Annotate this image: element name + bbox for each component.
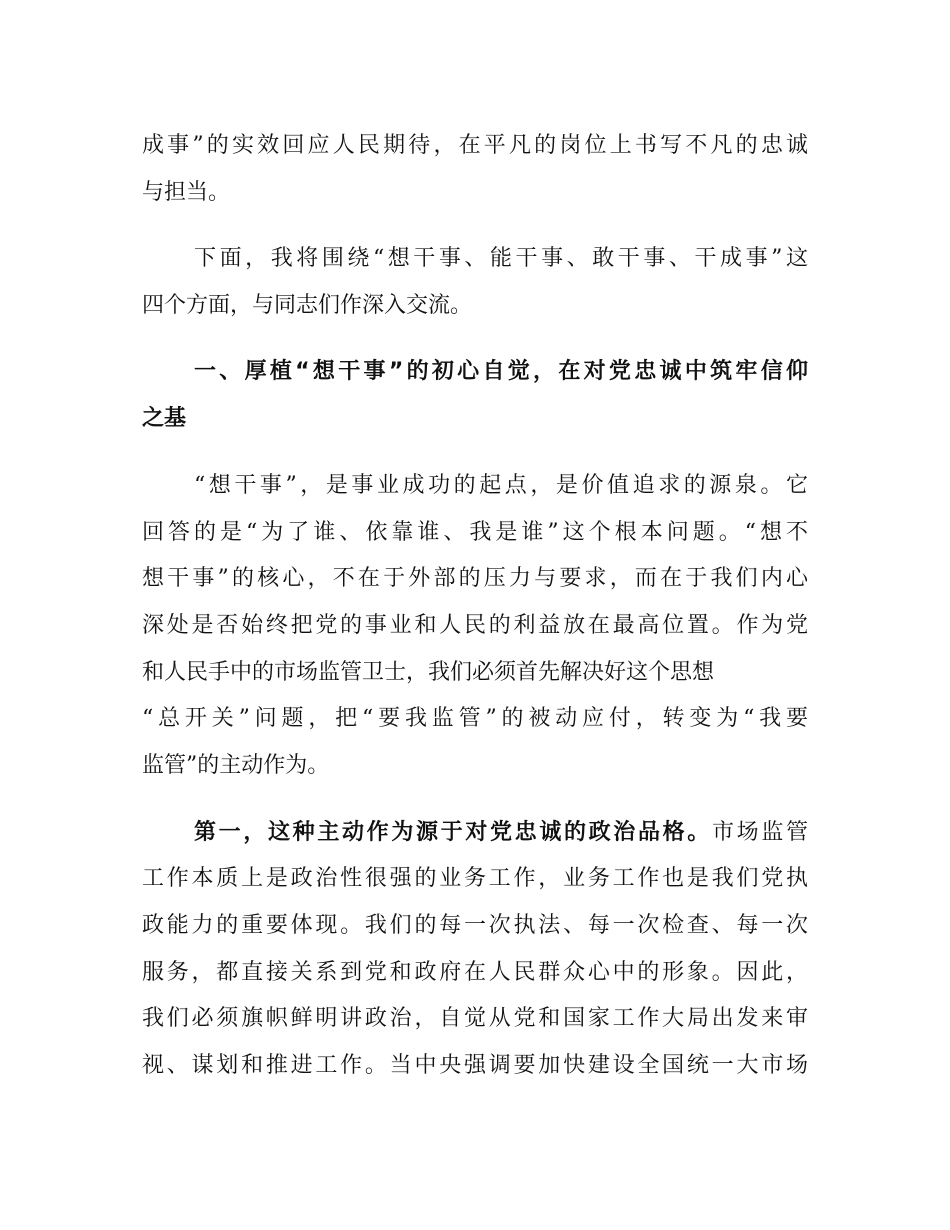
line-text: 一、厚植“想干事”的初心自觉，在对党忠诚中筑牢信仰 <box>194 359 808 384</box>
line-text: 下面，我将围绕“想干事、能干事、敢干事、干成事”这 <box>194 246 808 271</box>
paragraph-line <box>142 855 808 902</box>
line-text: 市场监管 <box>711 820 808 845</box>
section-heading-line <box>142 348 808 395</box>
line-text: 深处是否始终把党的事业和人民的利益放在最高位置。作为党 <box>142 613 808 638</box>
line-text: 和人民手中的市场监管卫士，我们必须首先解决好这个思想 <box>142 660 715 685</box>
paragraph-line <box>142 555 808 602</box>
line-text: 视、谋划和推进工作。当中央强调要加快建设全国统一大市场 <box>142 1053 808 1078</box>
line-text: 回答的是“为了谁、依靠谁、我是谁”这个根本问题。“想不 <box>142 520 808 545</box>
line-text: 监管”的主动作为。 <box>142 753 330 778</box>
paragraph-line <box>142 235 808 282</box>
paragraph-line <box>142 695 808 742</box>
line-text: 想干事”的核心，不在于外部的压力与要求，而在于我们内心 <box>142 566 808 591</box>
paragraph-line <box>142 462 808 509</box>
paragraph-line <box>142 902 808 949</box>
paragraph-line <box>142 649 808 696</box>
paragraph-line <box>142 995 808 1042</box>
paragraph-line <box>142 169 808 216</box>
line-text: 服务，都直接关系到党和政府在人民群众心中的形象。因此， <box>142 960 808 985</box>
paragraph-line <box>142 809 808 856</box>
paragraph-line <box>142 949 808 996</box>
line-text: 政能力的重要体现。我们的每一次执法、每一次检查、每一次 <box>142 913 808 938</box>
bold-lead-sentence: 第一，这种主动作为源于对党忠诚的政治品格。 <box>194 820 712 845</box>
paragraph-line <box>142 602 808 649</box>
line-text: “想干事”，是事业成功的起点，是价值追求的源泉。它 <box>194 473 808 498</box>
line-text: 之基 <box>142 406 187 431</box>
line-text: 工作本质上是政治性很强的业务工作，业务工作也是我们党执 <box>142 866 808 891</box>
paragraph-line <box>142 122 808 169</box>
paragraph-line <box>142 742 808 789</box>
paragraph-line <box>142 1042 808 1089</box>
paragraph-line <box>142 282 808 329</box>
line-text: 成事”的实效回应人民期待，在平凡的岗位上书写不凡的忠诚 <box>142 133 808 158</box>
line-text: 与担当。 <box>142 180 231 205</box>
paragraph-line <box>142 509 808 556</box>
line-text: 我们必须旗帜鲜明讲政治，自觉从党和国家工作大局出发来审 <box>142 1006 808 1031</box>
line-text: “总开关”问题，把“要我监管”的被动应付，转变为“我要 <box>142 706 808 731</box>
section-heading-line <box>142 395 808 442</box>
line-text: 四个方面，与同志们作深入交流。 <box>142 293 473 318</box>
